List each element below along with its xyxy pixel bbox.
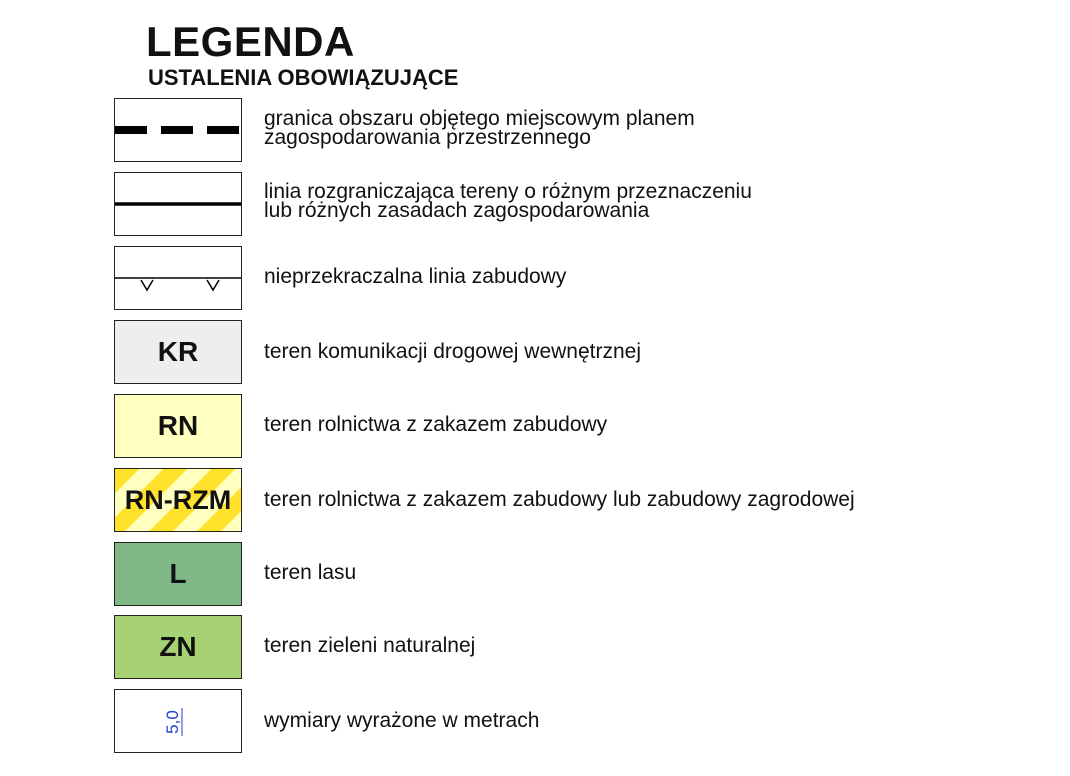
- rn-fill-swatch: [114, 394, 242, 458]
- legend-item-description: wymiary wyrażone w metrach: [264, 709, 540, 732]
- legend-item-description: teren rolnictwa z zakazem zabudowy: [264, 413, 608, 436]
- zn-fill-swatch: [114, 615, 242, 679]
- zone-code-label: ZN: [159, 631, 197, 662]
- legend-item-description: granica obszaru objętego miejscowym planem zagospodarowania przestrzennego: [264, 107, 695, 149]
- building-line-with-triangles-icon: [114, 246, 242, 310]
- rn-rzm-striped-swatch: [114, 468, 242, 532]
- dimension-marker-icon: [114, 689, 242, 753]
- legend-subtitle: USTALENIA OBOWIĄZUJĄCE: [148, 65, 459, 90]
- zone-code-label: KR: [157, 336, 199, 367]
- zone-code-label: RN-RZM: [124, 484, 232, 515]
- solid-dividing-line-icon: [114, 172, 242, 236]
- legend-item-description: teren rolnictwa z zakazem zabudowy lub zabudowy zagrodowej: [264, 488, 855, 511]
- legend-title: LEGENDA: [146, 18, 355, 65]
- legend-item-description: teren lasu: [264, 561, 357, 584]
- dimension-value: 5,0: [163, 710, 182, 734]
- legend-item-description: nieprzekraczalna linia zabudowy: [264, 265, 567, 288]
- legend-item-description: teren zieleni naturalnej: [264, 634, 476, 657]
- zone-code-label: L: [169, 558, 187, 589]
- legend-item-description: teren komunikacji drogowej wewnętrznej: [264, 340, 642, 363]
- zone-code-label: RN: [157, 410, 199, 441]
- l-fill-swatch: [114, 542, 242, 606]
- dashed-boundary-line-icon: [114, 98, 242, 162]
- legend-item-description: linia rozgraniczająca tereny o różnym przeznaczeniu lub różnych zasadach zagospodarowania: [264, 180, 752, 222]
- kr-fill-swatch: [114, 320, 242, 384]
